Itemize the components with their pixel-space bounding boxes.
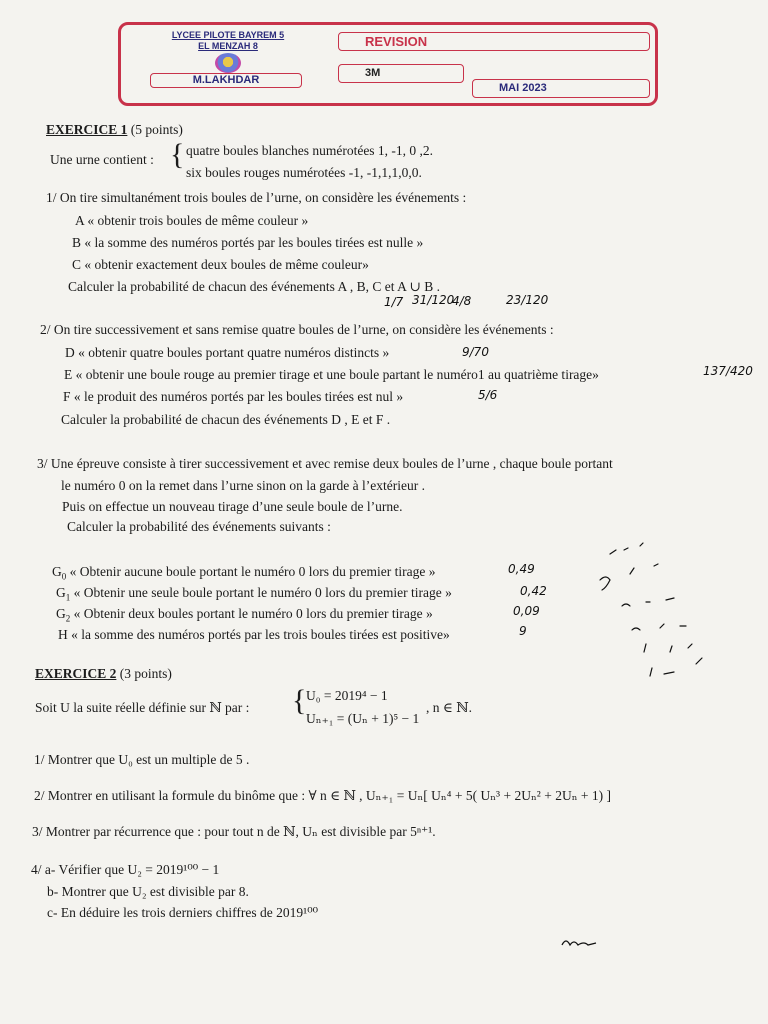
q2-intro: 2/ On tire successivement et sans remise quatre boules de l’urne, on considère les événements : [40, 322, 554, 337]
ex2-q4b: b- Montrer que U₂ est divisible par 8. [47, 884, 249, 899]
exercise-2-title: EXERCICE 2 [35, 666, 117, 681]
class-level: 3M [338, 64, 464, 83]
urn-white-balls: quatre boules blanches numérotées 1, -1, 0 ,2. [186, 143, 434, 158]
event-g1-index: 1 [65, 592, 71, 603]
urn-brace: { [170, 138, 185, 171]
handwritten-signature [560, 935, 600, 949]
handwritten-answer-h: 9 [519, 624, 527, 638]
school-location: EL MENZAH 8 [198, 41, 258, 51]
event-g0-text: « Obtenir aucune boule portant le numéro 0 lors du premier tirage » [66, 564, 436, 579]
exercise-2-heading [35, 666, 172, 682]
ex2-q3: 3/ Montrer par récurrence que : pour tout n de ℕ, Uₙ est divisible par 5ⁿ⁺¹. [32, 824, 436, 839]
handwritten-answer-a: 1/7 [384, 295, 404, 309]
handwritten-answer-f: 5/6 [478, 388, 498, 402]
event-h: H « la somme des numéros portés par les trois boules tirées est positive» [58, 627, 450, 642]
handwritten-answer-e: 137/420 [703, 364, 753, 378]
ex2-q1: 1/ Montrer que U₀ est un multiple de 5 . [34, 752, 250, 767]
q1-instruction: Calculer la probabilité de chacun des événements A , B, C et A ∪ B . [68, 279, 440, 294]
ex2-q4c: c- En déduire les trois derniers chiffres de 2019¹⁰⁰ [47, 905, 319, 920]
sequence-recurrence: Uₙ₊₁ = (Uₙ + 1)⁵ − 1 [306, 711, 420, 726]
school-block [128, 30, 328, 100]
q3-line-3: Puis on effectue un nouveau tirage d’une seule boule de l’urne. [62, 499, 403, 514]
event-g0-letter: G [52, 564, 62, 579]
ex2-q2: 2/ Montrer en utilisant la formule du binôme que : ∀ n ∈ ℕ , Uₙ₊₁ = Uₙ[ Uₙ⁴ + 5( Uₙ³ + 2Uₙ² + 2Uₙ + 1) ] [34, 788, 612, 803]
event-g2-text: « Obtenir deux boules portant le numéro 0 lors du premier tirage » [70, 606, 433, 621]
event-g1 [56, 585, 452, 603]
event-b: B « la somme des numéros portés par les boules tirées est nulle » [72, 235, 424, 250]
q1-intro: 1/ On tire simultanément trois boules de l’urne, on considère les événements : [46, 190, 467, 205]
exercise-1-title: EXERCICE 1 [46, 122, 128, 137]
q2-instruction: Calculer la probabilité de chacun des événements D , E et F . [61, 412, 391, 427]
handwritten-answer-g2: 0,09 [513, 604, 540, 618]
doc-title: REVISION [338, 32, 650, 51]
event-g2-index: 2 [65, 613, 71, 624]
handwritten-answer-g1: 0,42 [520, 584, 547, 598]
sequence-u0: U₀ = 2019⁴ − 1 [306, 688, 388, 703]
event-c: C « obtenir exactement deux boules de même couleur» [72, 257, 369, 272]
handwritten-answer-c: 4/8 [452, 294, 472, 308]
event-g2 [56, 606, 433, 624]
q3-instruction: Calculer la probabilité des événements suivants : [67, 519, 331, 534]
q3-line-2: le numéro 0 on la remet dans l’urne sinon on la garde à l’extérieur . [61, 478, 425, 493]
school-name: LYCEE PILOTE BAYREM 5 [171, 30, 285, 40]
handwritten-tree-scribble [580, 530, 730, 690]
exercise-1-heading [46, 122, 183, 138]
q3-line-1: 3/ Une épreuve consiste à tirer successivement et avec remise deux boules de l’urne , chaque boule portant [37, 456, 613, 471]
teacher-name: M.LAKHDAR [150, 73, 302, 88]
event-g0-index: 0 [61, 571, 67, 582]
handwritten-answer-b: 31/120 [412, 293, 455, 307]
event-g1-letter: G [56, 585, 66, 600]
event-d: D « obtenir quatre boules portant quatre numéros distincts » [65, 345, 390, 360]
sequence-brace: { [292, 684, 307, 717]
exercise-2-points: (3 points) [116, 666, 172, 681]
urn-intro: Une urne contient : [50, 152, 154, 167]
handwritten-answer-g0: 0,49 [508, 562, 535, 576]
event-f: F « le produit des numéros portés par les boules tirées est nul » [63, 389, 404, 404]
event-a: A « obtenir trois boules de même couleur » [75, 213, 309, 228]
sequence-domain: , n ∈ ℕ. [426, 700, 472, 715]
event-g1-text: « Obtenir une seule boule portant le numéro 0 lors du premier tirage » [70, 585, 452, 600]
handwritten-answer-aub: 23/120 [506, 293, 549, 307]
sequence-intro: Soit U la suite réelle définie sur ℕ par : [35, 700, 250, 715]
ex2-q4a: 4/ a- Vérifier que U₂ = 2019¹⁰⁰ − 1 [31, 862, 220, 877]
event-g2-letter: G [56, 606, 66, 621]
school-logo-icon [215, 53, 241, 73]
exam-date: MAI 2023 [472, 79, 650, 98]
event-g0 [52, 564, 436, 582]
handwritten-answer-d: 9/70 [462, 345, 489, 359]
exercise-1-points: (5 points) [127, 122, 183, 137]
urn-red-balls: six boules rouges numérotées -1, -1,1,1,0,0. [186, 165, 422, 180]
event-e: E « obtenir une boule rouge au premier tirage et une boule partant le numéro1 au quatrième tirage» [64, 367, 599, 382]
